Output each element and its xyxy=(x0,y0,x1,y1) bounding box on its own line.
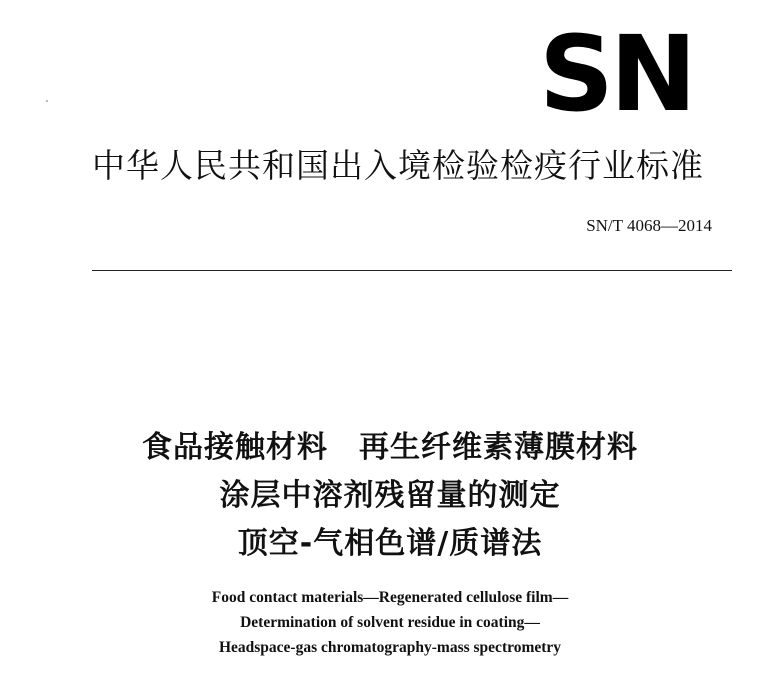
header-divider xyxy=(92,270,732,271)
scan-speck xyxy=(46,100,48,102)
sn-logo: SN xyxy=(539,13,693,135)
english-title-line-1: Food contact materials—Regenerated cellulose film— xyxy=(211,589,569,606)
organization-title: 中华人民共和国出入境检验检疫行业标准 xyxy=(92,146,704,185)
chinese-title-line-2: 涂层中溶剂残留量的测定 xyxy=(219,478,561,513)
english-title-line-2: Determination of solvent residue in coating— xyxy=(240,614,540,631)
chinese-title-line-1: 食品接触材料 再生纤维素薄膜材料 xyxy=(142,430,638,465)
chinese-title-line-3: 顶空-气相色谱/质谱法 xyxy=(237,526,543,561)
standard-number: SN/T 4068—2014 xyxy=(586,216,712,235)
english-title-line-3: Headspace-gas chromatography-mass spectrometry xyxy=(218,639,562,656)
